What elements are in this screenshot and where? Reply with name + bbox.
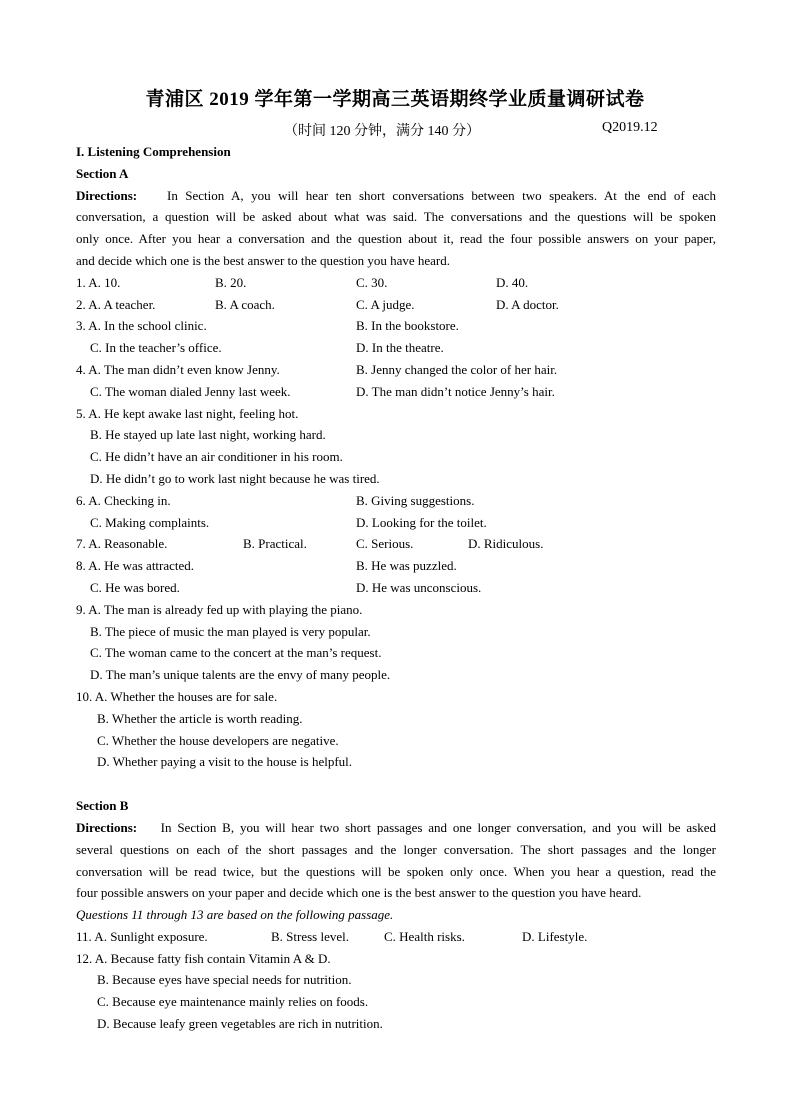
part-title: I. Listening Comprehension — [76, 144, 231, 159]
option-d: D. Because leafy green vegetables are rich in nutrition. — [97, 1016, 383, 1032]
question-10-cont — [76, 708, 716, 730]
question-9-cont — [76, 664, 716, 686]
option-d: D. Lifestyle. — [522, 928, 588, 944]
option-b: B. He was puzzled. — [356, 558, 457, 574]
option-b: B. The piece of music the man played is very popular. — [90, 623, 371, 639]
question-9 — [76, 599, 716, 621]
directions-label: Directions: — [76, 187, 138, 203]
page-title: 青浦区 2019 学年第一学期高三英语期终学业质量调研试卷 — [145, 89, 645, 110]
question-12-cont — [76, 1013, 716, 1035]
option-b: B. In the bookstore. — [356, 318, 459, 334]
question-6 — [76, 490, 716, 512]
option-a: 4. A. The man didn’t even know Jenny. — [76, 361, 280, 377]
option-d: D. He didn’t go to work last night because he was tired. — [90, 470, 380, 486]
question-3 — [76, 315, 716, 337]
option-b: B. Whether the article is worth reading. — [97, 710, 303, 726]
option-c: C. Making complaints. — [90, 514, 210, 530]
question-7 — [76, 533, 716, 555]
option-a: 11. A. Sunlight exposure. — [76, 928, 208, 944]
option-b: B. Practical. — [243, 536, 307, 552]
question-2 — [76, 294, 716, 316]
section-b-directions-line: conversation will be read twice, but the questions will be spoken only once. When you hear a question, read the — [76, 863, 716, 879]
section-b-directions-line: four possible answers on your paper and decide which one is the best answer to the question you have heard. — [76, 885, 642, 901]
option-a: 12. A. Because fatty fish contain Vitamin A & D. — [76, 950, 331, 966]
option-b: B. Giving suggestions. — [356, 492, 475, 508]
option-d: D. The man didn’t notice Jenny’s hair. — [356, 383, 555, 399]
option-b: B. 20. — [215, 274, 247, 290]
option-b: B. Because eyes have special needs for nutrition. — [97, 972, 352, 988]
option-c: C. In the teacher’s office. — [90, 340, 222, 356]
option-a: 5. A. He kept awake last night, feeling hot. — [76, 405, 299, 421]
option-d: D. Looking for the toilet. — [356, 514, 487, 530]
exam-code: Q2019.12 — [602, 120, 658, 135]
option-a: 10. A. Whether the houses are for sale. — [76, 688, 278, 704]
question-11 — [76, 926, 716, 948]
question-5 — [76, 403, 716, 425]
question-10-cont — [76, 751, 716, 773]
directions-text: In Section B, you will hear two short passages and one longer conversation, and you will be asked — [160, 819, 717, 835]
option-a: 1. A. 10. — [76, 274, 121, 290]
question-5-cont — [76, 468, 716, 490]
section-a-directions-line: only once. After you hear a conversation and the question about it, read the four possible answers on your paper, — [76, 231, 716, 247]
question-8-cont — [76, 577, 716, 599]
section-b-directions-line: several questions on each of the short passages and the longer conversation. The short passages and the longer — [76, 841, 716, 857]
question-5-cont — [76, 424, 716, 446]
exam-time-score: （时间 120 分钟，满分 140 分） — [284, 124, 480, 139]
option-b: B. Jenny changed the color of her hair. — [356, 361, 558, 377]
option-d: D. 40. — [496, 274, 529, 290]
section-a-directions-line: and decide which one is the best answer to the question you have heard. — [76, 252, 450, 268]
option-a: 6. A. Checking in. — [76, 492, 171, 508]
question-6-cont — [76, 512, 716, 534]
option-a: 2. A. A teacher. — [76, 296, 156, 312]
option-d: D. In the theatre. — [356, 340, 444, 356]
option-d: D. Ridiculous. — [468, 536, 544, 552]
question-9-cont — [76, 642, 716, 664]
question-5-cont — [76, 446, 716, 468]
option-c: C. He was bored. — [90, 579, 180, 595]
section-b-directions-line — [76, 817, 716, 839]
section-a-directions-line: conversation, a question will be asked about what was said. The conversations and the questions will be spoken — [76, 209, 716, 225]
option-c: C. 30. — [356, 274, 388, 290]
option-c: C. A judge. — [356, 296, 415, 312]
question-4 — [76, 359, 716, 381]
question-10-cont — [76, 730, 716, 752]
question-3-cont — [76, 337, 716, 359]
option-c: C. The woman dialed Jenny last week. — [90, 383, 291, 399]
question-12-cont — [76, 991, 716, 1013]
option-b: B. Stress level. — [271, 928, 349, 944]
question-8 — [76, 555, 716, 577]
option-d: D. He was unconscious. — [356, 579, 482, 595]
option-c: C. Serious. — [356, 536, 414, 552]
option-d: D. Whether paying a visit to the house is helpful. — [97, 754, 353, 770]
directions-label: Directions: — [76, 819, 138, 835]
question-9-cont — [76, 621, 716, 643]
section-b-title: Section B — [76, 798, 129, 814]
question-1 — [76, 272, 716, 294]
option-a: 8. A. He was attracted. — [76, 558, 195, 574]
option-b: B. He stayed up late last night, working hard. — [90, 427, 326, 443]
exam-body — [76, 141, 716, 1035]
section-a-directions-line — [76, 185, 716, 207]
question-12 — [76, 948, 716, 970]
option-a: 3. A. In the school clinic. — [76, 318, 207, 334]
option-d: D. The man’s unique talents are the envy of many people. — [90, 667, 391, 683]
option-c: C. He didn’t have an air conditioner in his room. — [90, 449, 343, 465]
section-a-title: Section A — [76, 165, 129, 181]
question-12-cont — [76, 969, 716, 991]
passage-note: Questions 11 through 13 are based on the following passage. — [76, 907, 394, 923]
question-4-cont — [76, 381, 716, 403]
question-10 — [76, 686, 716, 708]
directions-text: In Section A, you will hear ten short conversations between two speakers. At the end of each — [167, 187, 717, 203]
option-c: C. Whether the house developers are negative. — [97, 732, 339, 748]
option-d: D. A doctor. — [496, 296, 559, 312]
option-c: C. Health risks. — [384, 928, 465, 944]
option-b: B. A coach. — [215, 296, 275, 312]
option-a: 9. A. The man is already fed up with playing the piano. — [76, 601, 363, 617]
option-c: C. Because eye maintenance mainly relies on foods. — [97, 994, 369, 1010]
option-a: 7. A. Reasonable. — [76, 536, 168, 552]
option-c: C. The woman came to the concert at the man’s request. — [90, 645, 382, 661]
